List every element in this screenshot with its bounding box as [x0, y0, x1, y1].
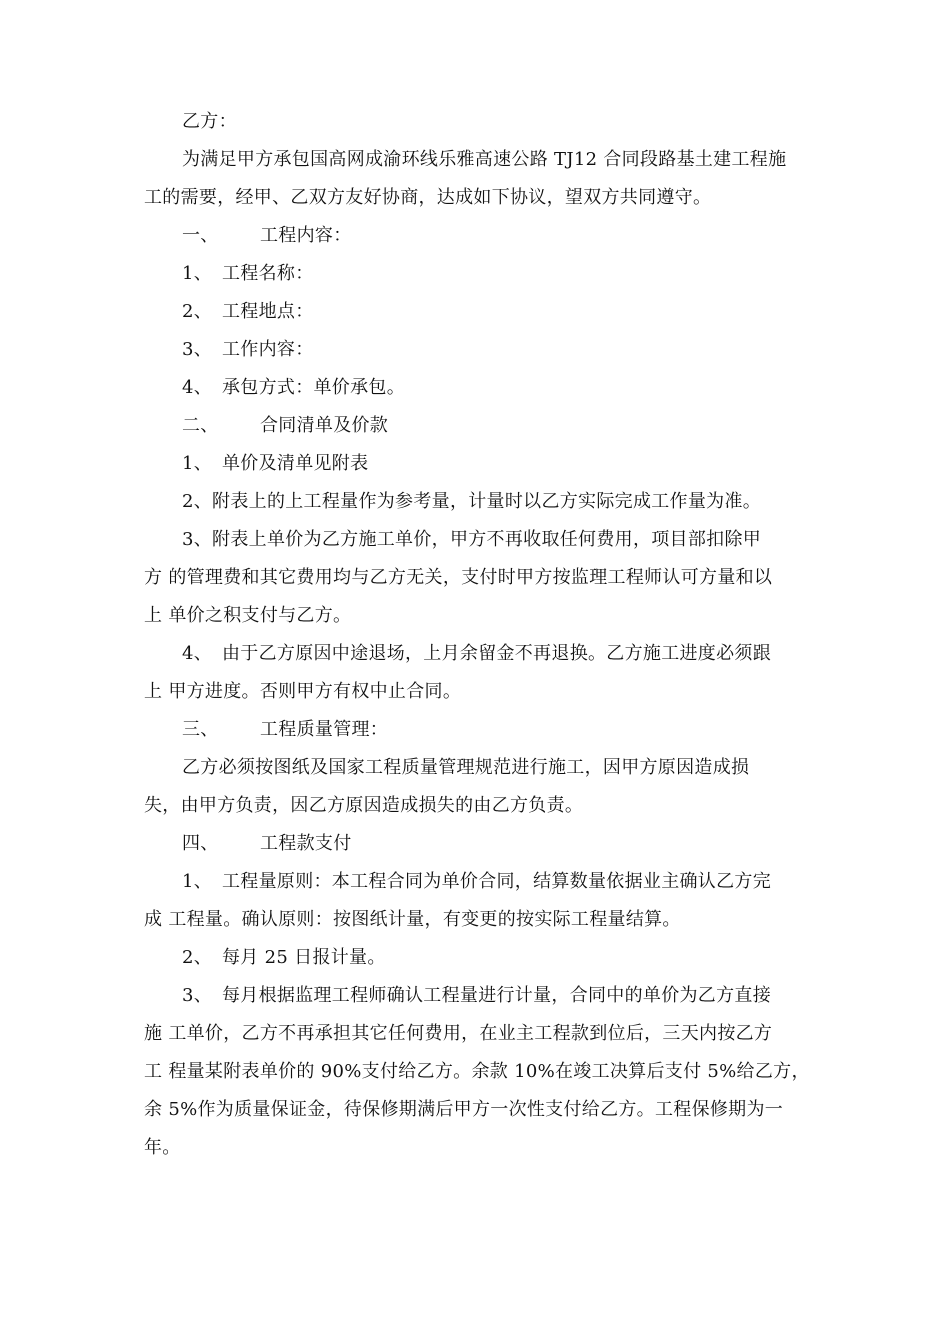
section-2-item-3-line-1: 3、附表上单价为乙方施工单价，甲方不再收取任何费用，项目部扣除甲 [182, 529, 762, 550]
item-text: 工程名称： [222, 263, 314, 284]
item-number: 1、 [182, 871, 213, 892]
item-number: 4、 [182, 643, 213, 664]
item-text: 工程量原则：本工程合同为单价合同，结算数量依据业主确认乙方完 [222, 871, 771, 892]
section-1-item-3 [182, 338, 314, 362]
section-1-heading [182, 224, 352, 248]
section-number: 三、 [182, 719, 219, 740]
item-text: 每月 25 日报计量。 [222, 947, 386, 968]
intro-line-1: 为满足甲方承包国高网成渝环线乐雅高速公路 TJ12 合同段路基土建工程施 [182, 149, 787, 170]
section-title: 工程款支付 [260, 833, 352, 854]
section-title: 工程质量管理： [260, 719, 389, 740]
item-number: 4、 [182, 377, 213, 398]
section-4-item-3-line-5: 年。 [144, 1137, 181, 1158]
section-2-item-1 [182, 452, 368, 476]
item-number: 2、 [182, 301, 213, 322]
item-text: 工作内容： [222, 339, 314, 360]
section-number: 二、 [182, 415, 219, 436]
section-3-body-line-2: 失，由甲方负责，因乙方原因造成损失的由乙方负责。 [144, 795, 584, 816]
section-2-item-3-line-2: 方 的管理费和其它费用均与乙方无关，支付时甲方按监理工程师认可方量和以 [144, 567, 773, 588]
item-text: 工程地点： [222, 301, 314, 322]
section-1-item-2 [182, 300, 314, 324]
section-title: 合同清单及价款 [260, 415, 389, 436]
section-title: 工程内容： [260, 225, 352, 246]
section-4-item-3-line-1 [182, 984, 771, 1008]
section-1-item-4 [182, 376, 405, 400]
section-2-item-4-line-2: 上 甲方进度。否则甲方有权中止合同。 [144, 681, 462, 702]
section-4-item-3-line-4: 余 5%作为质量保证金，待保修期满后甲方一次性支付给乙方。工程保修期为一 [144, 1099, 784, 1120]
section-4-item-2 [182, 946, 386, 970]
section-number: 四、 [182, 833, 219, 854]
section-number: 一、 [182, 225, 219, 246]
section-4-item-3-line-3: 工 程量某附表单价的 90%支付给乙方。余款 10%在竣工决算后支付 5%给乙方， [144, 1061, 810, 1082]
section-4-item-1-line-1 [182, 870, 771, 894]
section-2-heading [182, 414, 388, 438]
item-text: 单价及清单见附表 [222, 453, 369, 474]
item-text: 由于乙方原因中途退场，上月余留金不再退换。乙方施工进度必须跟 [222, 643, 771, 664]
section-2-item-2: 2、附表上的上工程量作为参考量，计量时以乙方实际完成工作量为准。 [182, 491, 762, 512]
section-3-body-line-1: 乙方必须按图纸及国家工程质量管理规范进行施工，因甲方原因造成损 [182, 757, 750, 778]
item-number: 1、 [182, 263, 213, 284]
section-2-item-4-line-1 [182, 642, 771, 666]
item-number: 2、 [182, 947, 213, 968]
intro-line-2: 工的需要，经甲、乙双方友好协商，达成如下协议，望双方共同遵守。 [144, 187, 712, 208]
section-4-heading [182, 832, 352, 856]
section-4-item-1-line-2: 成 工程量。确认原则：按图纸计量，有变更的按实际工程量结算。 [144, 909, 681, 930]
party-b-label: 乙方： [182, 111, 237, 132]
section-4-item-3-line-2: 施 工单价，乙方不再承担其它任何费用，在业主工程款到位后，三天内按乙方 [144, 1023, 773, 1044]
section-3-heading [182, 718, 388, 742]
section-2-item-3-line-3: 上 单价之积支付与乙方。 [144, 605, 352, 626]
item-text: 承包方式：单价承包。 [222, 377, 405, 398]
item-number: 1、 [182, 453, 213, 474]
item-number: 3、 [182, 985, 213, 1006]
item-number: 3、 [182, 339, 213, 360]
item-text: 每月根据监理工程师确认工程量进行计量，合同中的单价为乙方直接 [222, 985, 771, 1006]
section-1-item-1 [182, 262, 314, 286]
